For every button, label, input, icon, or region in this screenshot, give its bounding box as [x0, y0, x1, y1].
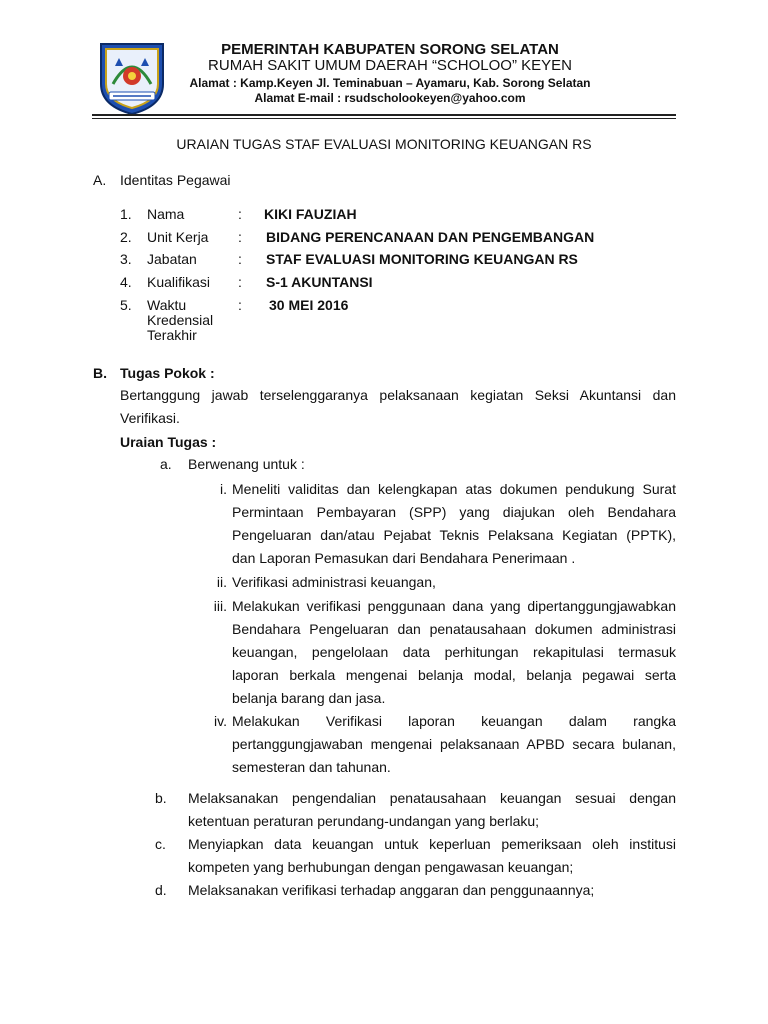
tugas-pokok-line-1: Bertanggung jawab terselenggaranya pelaksanaan kegiatan Seksi Akuntansi dan	[120, 387, 676, 403]
row-4-value: S-1 AKUNTANSI	[266, 274, 373, 290]
roman-iv-num: iv.	[214, 713, 227, 729]
row-3-label: Jabatan	[147, 251, 197, 267]
row-5-label-line1: Waktu	[147, 297, 187, 313]
row-1-value: KIKI FAUZIAH	[264, 206, 357, 222]
section-b-letter: B.	[93, 365, 107, 381]
row-4-num: 4.	[120, 274, 132, 290]
document-title: URAIAN TUGAS STAF EVALUASI MONITORING KEUANGAN RS	[176, 136, 592, 152]
letterhead-rule-thin	[92, 118, 676, 119]
row-5-sep: :	[238, 297, 242, 313]
roman-iii-line-1: Melakukan verifikasi penggunaan dana yang dipertanggungjawabkan	[232, 598, 676, 614]
row-2-sep: :	[238, 229, 242, 245]
letterhead-rule-thick	[92, 114, 676, 116]
row-2-num: 2.	[120, 229, 132, 245]
row-3-num: 3.	[120, 251, 132, 267]
row-2-value: BIDANG PERENCANAAN DAN PENGEMBANGAN	[266, 229, 595, 245]
row-1-num: 1.	[120, 206, 132, 222]
roman-iii-line-4: laporan berkala mengenai belanja modal, belanja pegawai serta	[232, 667, 676, 683]
roman-iii-line-5: belanja barang dan jasa.	[232, 690, 386, 706]
roman-iii-line-2: Bendahara Pengeluaran dan penatausahaan dokumen administrasi	[232, 621, 676, 637]
roman-i-num: i.	[220, 481, 227, 497]
item-b-line-1: Melaksanakan pengendalian penatausahaan keuangan sesuai dengan	[188, 790, 676, 806]
uraian-tugas-heading: Uraian Tugas :	[120, 434, 217, 450]
item-d-line-1: Melaksanakan verifikasi terhadap anggaran dan penggunaannya;	[188, 882, 595, 898]
roman-i-line-1: Meneliti validitas dan kelengkapan atas dokumen pendukung Surat	[232, 481, 676, 497]
section-b-heading: Tugas Pokok :	[120, 365, 215, 381]
roman-i-line-2: Permintaan Pembayaran (SPP) yang diajukan oleh Bendahara	[232, 504, 676, 520]
roman-iii-num: iii.	[213, 598, 227, 614]
header-email: Alamat E-mail : rsudscholookeyen@yahoo.com	[254, 91, 526, 105]
row-5-value: 30 MEI 2016	[269, 297, 349, 313]
row-1-sep: :	[238, 206, 242, 222]
tugas-pokok-line-2: Verifikasi.	[120, 410, 180, 426]
item-c-letter: c.	[155, 836, 166, 852]
row-3-value: STAF EVALUASI MONITORING KEUANGAN RS	[266, 251, 578, 267]
item-c-line-1: Menyiapkan data keuangan untuk keperluan pemeriksaan oleh institusi	[188, 836, 676, 852]
section-a-letter: A.	[93, 172, 107, 188]
row-1-label: Nama	[147, 206, 185, 222]
roman-i-line-3: Pengeluaran dan/atau Pejabat Teknis Pelaksana Kegiatan (PPTK),	[232, 527, 676, 543]
row-3-sep: :	[238, 251, 242, 267]
regency-emblem-logo	[95, 40, 169, 116]
row-5-label-line2: Kredensial	[147, 312, 214, 328]
row-5-num: 5.	[120, 297, 132, 313]
header-government: PEMERINTAH KABUPATEN SORONG SELATAN	[221, 41, 559, 58]
row-2-label: Unit Kerja	[147, 229, 209, 245]
section-a-heading: Identitas Pegawai	[120, 172, 231, 188]
row-4-sep: :	[238, 274, 242, 290]
item-d-letter: d.	[155, 882, 167, 898]
item-b-line-2: ketentuan peraturan perundang-undangan yang berlaku;	[188, 813, 540, 829]
item-a-letter: a.	[160, 456, 172, 472]
item-c-line-2: kompeten yang berhubungan dengan pengawasan keuangan;	[188, 859, 574, 875]
item-a-text: Berwenang untuk :	[188, 456, 305, 472]
roman-ii-num: ii.	[216, 574, 227, 590]
roman-iv-line-2: pertanggungjawaban mengenai pelaksanaan APBD secara bulanan,	[232, 736, 676, 752]
roman-iii-line-3: keuangan, pengelolaan data perhitungan rekapitulasi termasuk	[232, 644, 676, 660]
roman-i-line-4: dan Laporan Pemasukan dari Bendahara Penerimaan .	[232, 550, 576, 566]
row-4-label: Kualifikasi	[147, 274, 211, 290]
roman-iv-line-3: semesteran dan tahunan.	[232, 759, 391, 775]
roman-ii-line-1: Verifikasi administrasi keuangan,	[232, 574, 436, 590]
roman-iv-line-1: Melakukan Verifikasi laporan keuangan dalam rangka	[232, 713, 676, 729]
header-address: Alamat : Kamp.Keyen Jl. Teminabuan – Ayamaru, Kab. Sorong Selatan	[189, 76, 591, 90]
row-5-label-line3: Terakhir	[147, 327, 197, 343]
header-hospital: RUMAH SAKIT UMUM DAERAH “SCHOLOO” KEYEN	[208, 57, 572, 74]
item-b-letter: b.	[155, 790, 167, 806]
